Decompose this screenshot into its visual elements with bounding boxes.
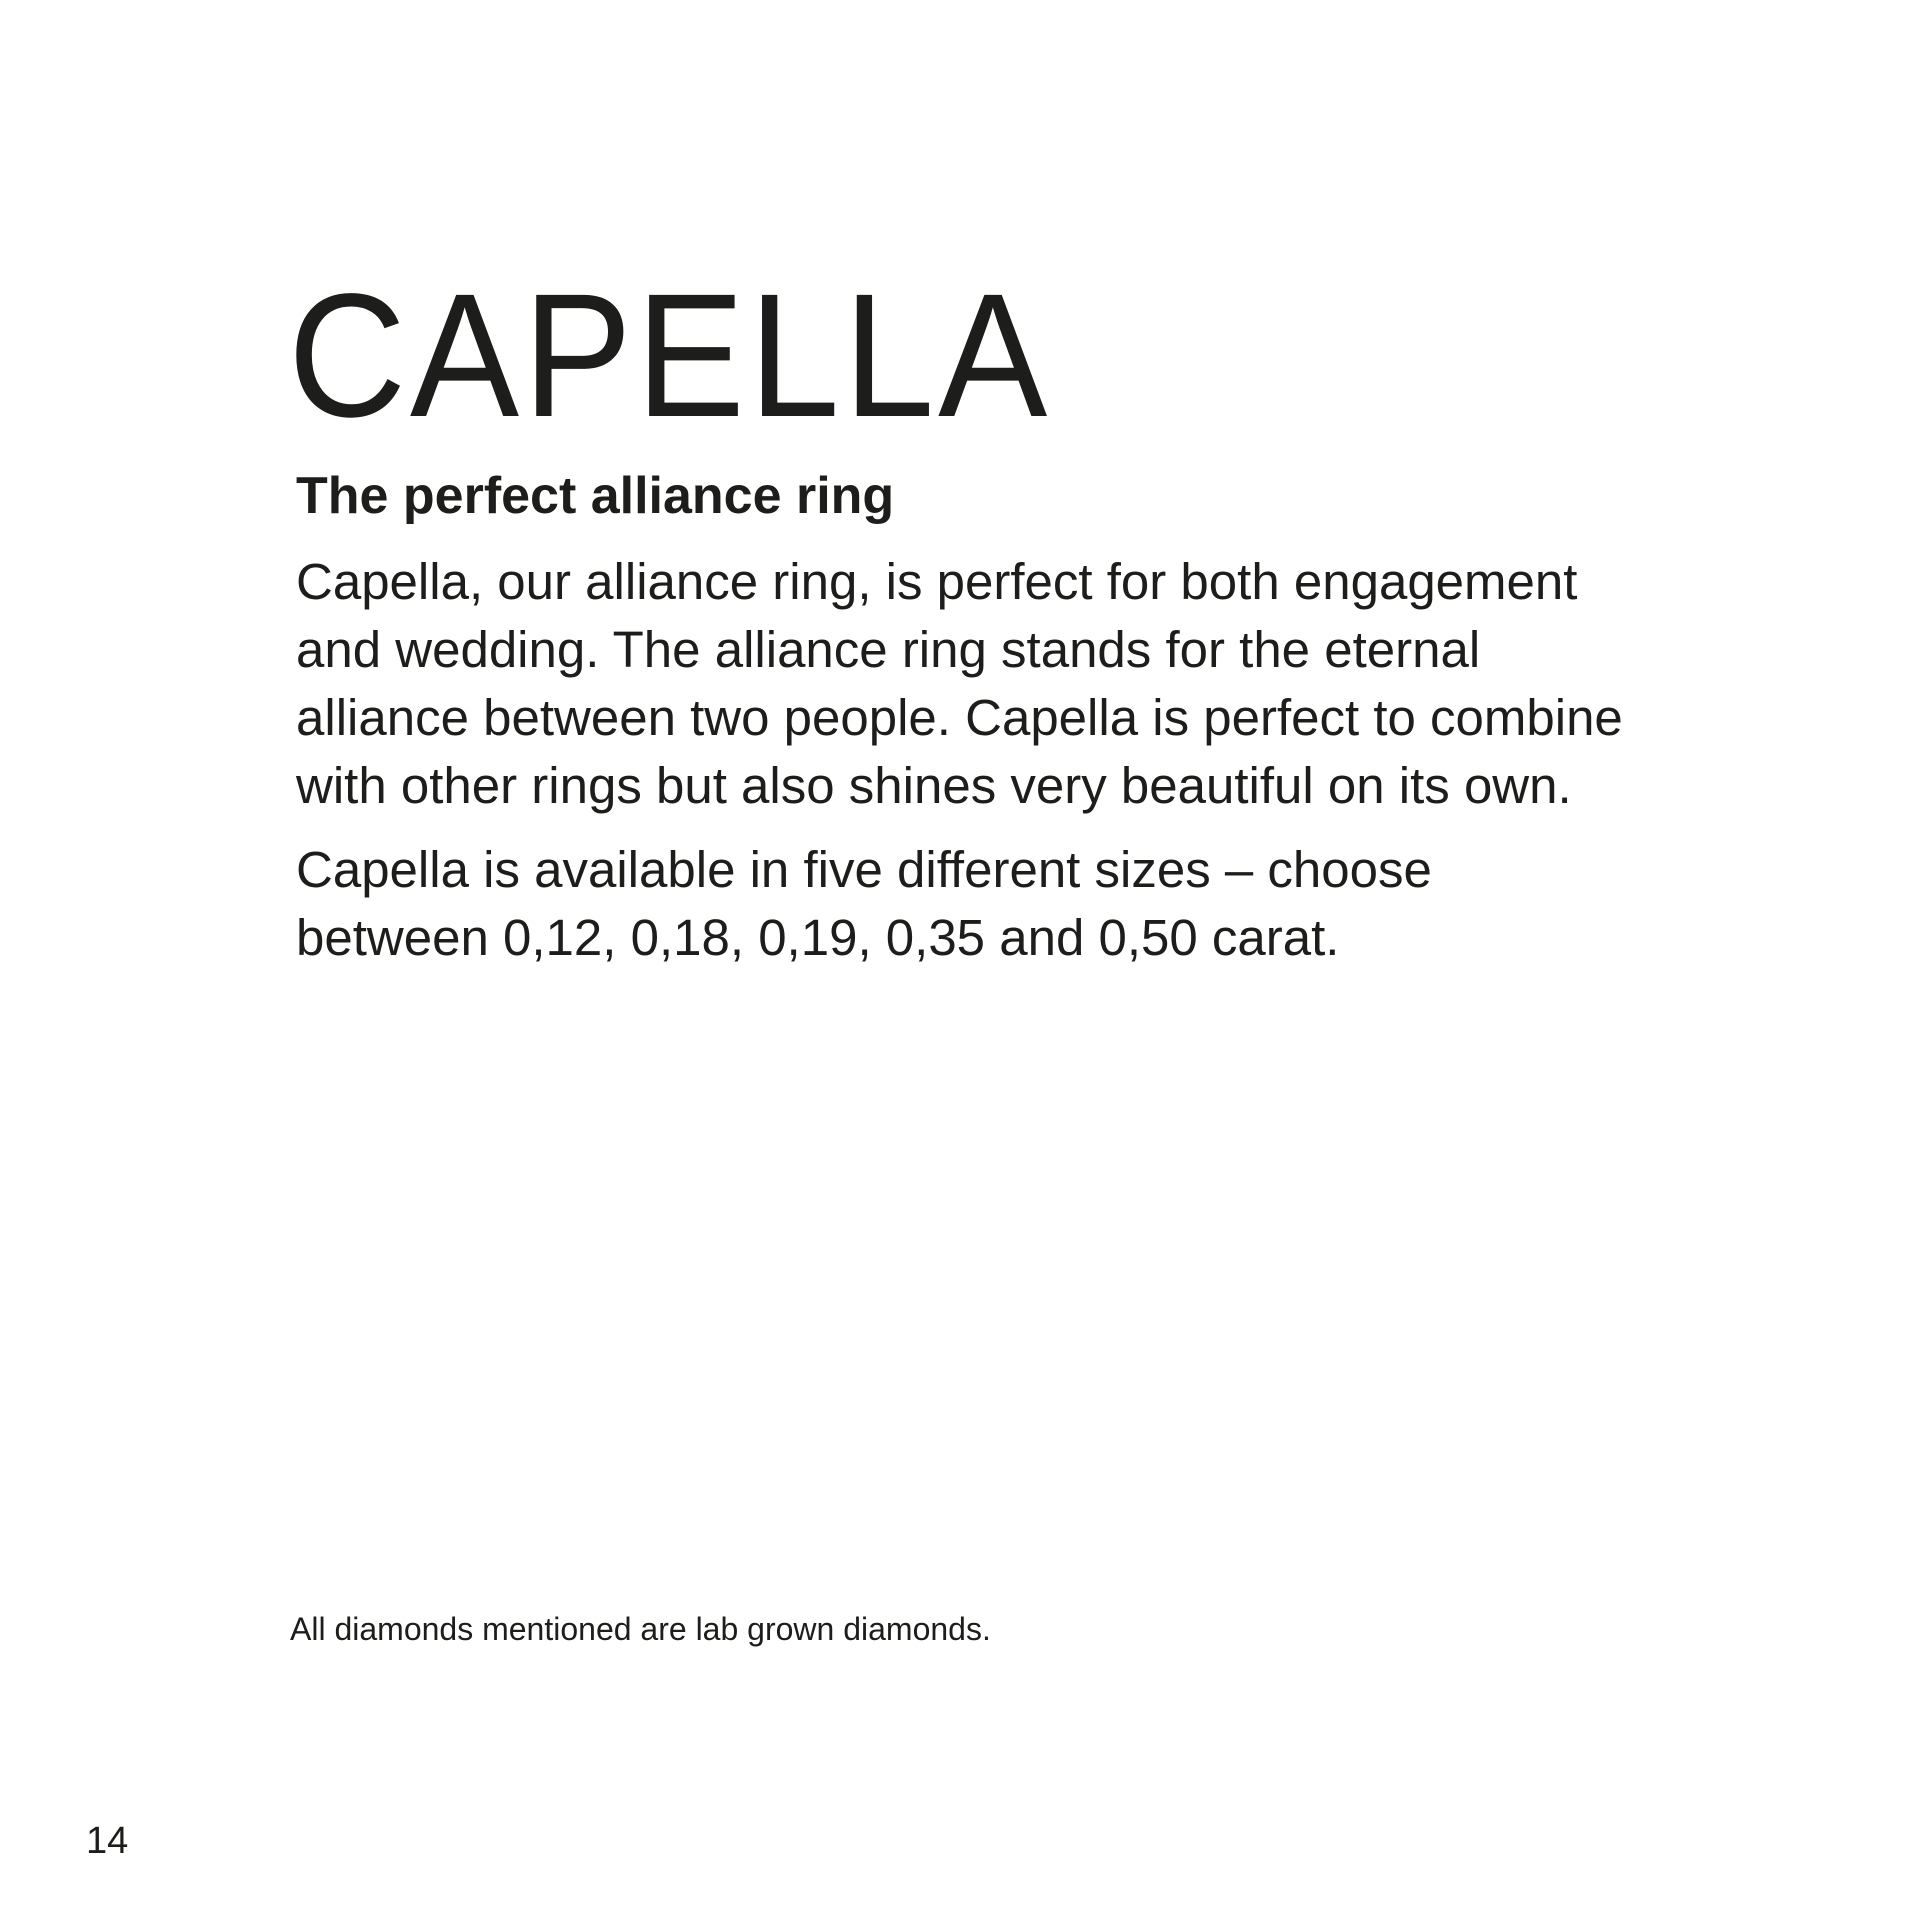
page-subtitle: The perfect alliance ring [296,467,895,525]
footnote: All diamonds mentioned are lab grown diamonds. [290,1611,991,1647]
page-title: CAPELLA [288,258,1052,454]
body-paragraph-sizes: Capella is available in five different sizes – choose between 0,12, 0,18, 0,19, 0,35 and 0,50 carat. [296,841,1432,966]
page-number: 14 [86,1820,129,1862]
body-paragraph-description: Capella, our alliance ring, is perfect for both engagement and wedding. The alliance ring stands for the eternal alliance between two people. Capella is perfect to combine with other rings but also shines very beautiful on its own. [296,553,1623,814]
body-text [296,548,1636,988]
